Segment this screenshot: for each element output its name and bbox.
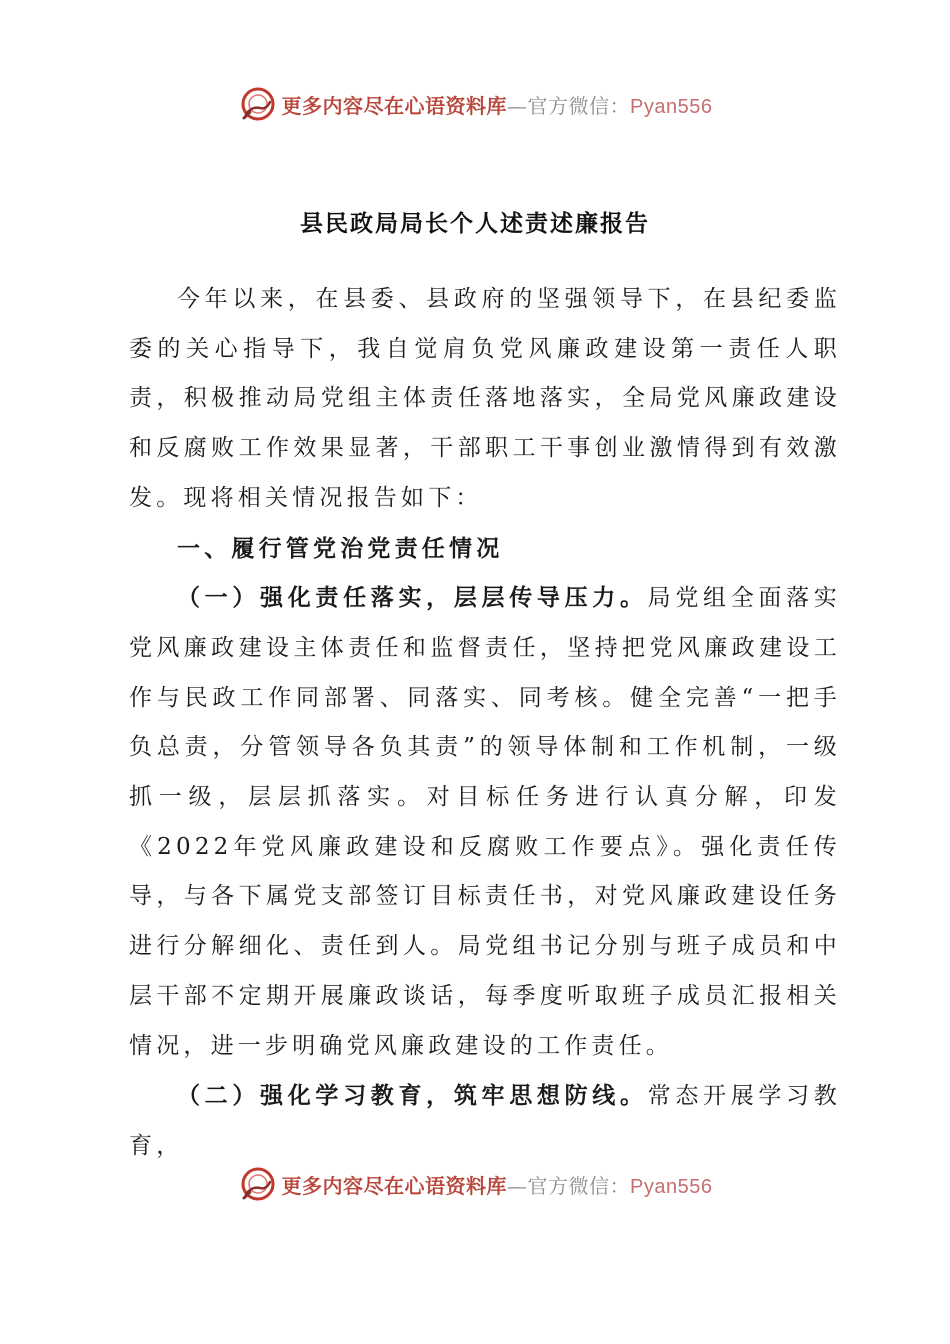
section-heading: 一、履行管党治党责任情况 [177,534,504,562]
watermark-banner-top [0,82,950,126]
paragraph-1 [129,573,841,1071]
paragraph-1-body: 局党组全面落实党风廉政建设主体责任和监督责任，坚持把党风廉政建设工作与民政工作同部署、同落实、同考核。健全完善“一把手负总责，分管领导各负其责”的领导体制和工作机制，一级抓一级，层层抓落实。对目标任务进行认真分解，印发《2022年党风廉政建设和反腐败工作要点》。强化责任传导，与各下属党支部签订目标责任书，对党风廉政建设任务进行分解细化、责任到人。局党组书记分别与班子成员和中层干部不定期开展廉政谈话，每季度听取班子成员汇报相关情况，进一步明确党风廉政建设的工作责任。 [129,585,841,1059]
watermark-text-brand: 更多内容尽在心语资料库 [281,93,508,118]
magnifier-hand-logo-icon [238,84,278,124]
document-body [129,275,841,1172]
intro-paragraph: 今年以来，在县委、县政府的坚强领导下，在县纪委监委的关心指导下，我自觉肩负党风廉政建设第一责任人职责，积极推动局党组主体责任落地落实，全局党风廉政建设和反腐败工作效果显著，干部职工干事创业激情得到有效激发。现将相关情况报告如下： [129,286,841,511]
document-title: 县民政局局长个人述责述廉报告 [300,210,650,237]
watermark-text-wechat-label: —官方微信： [507,1173,631,1198]
paragraph-2-body: 常态开展学习教育， [129,1083,841,1159]
watermark-text-brand: 更多内容尽在心语资料库 [281,1173,508,1198]
watermark-banner-bottom [0,1162,950,1206]
watermark-text-wechat-id: Pyan556 [630,95,713,118]
watermark-text-wechat-label: —官方微信： [507,93,631,118]
paragraph-2-lead: （二）强化学习教育，筑牢思想防线。 [177,1082,648,1110]
watermark-text-wechat-id: Pyan556 [630,1175,713,1198]
magnifier-hand-logo-icon [238,1164,278,1204]
paragraph-2 [129,1071,841,1171]
paragraph-1-lead: （一）强化责任落实，层层传导压力。 [177,584,648,612]
